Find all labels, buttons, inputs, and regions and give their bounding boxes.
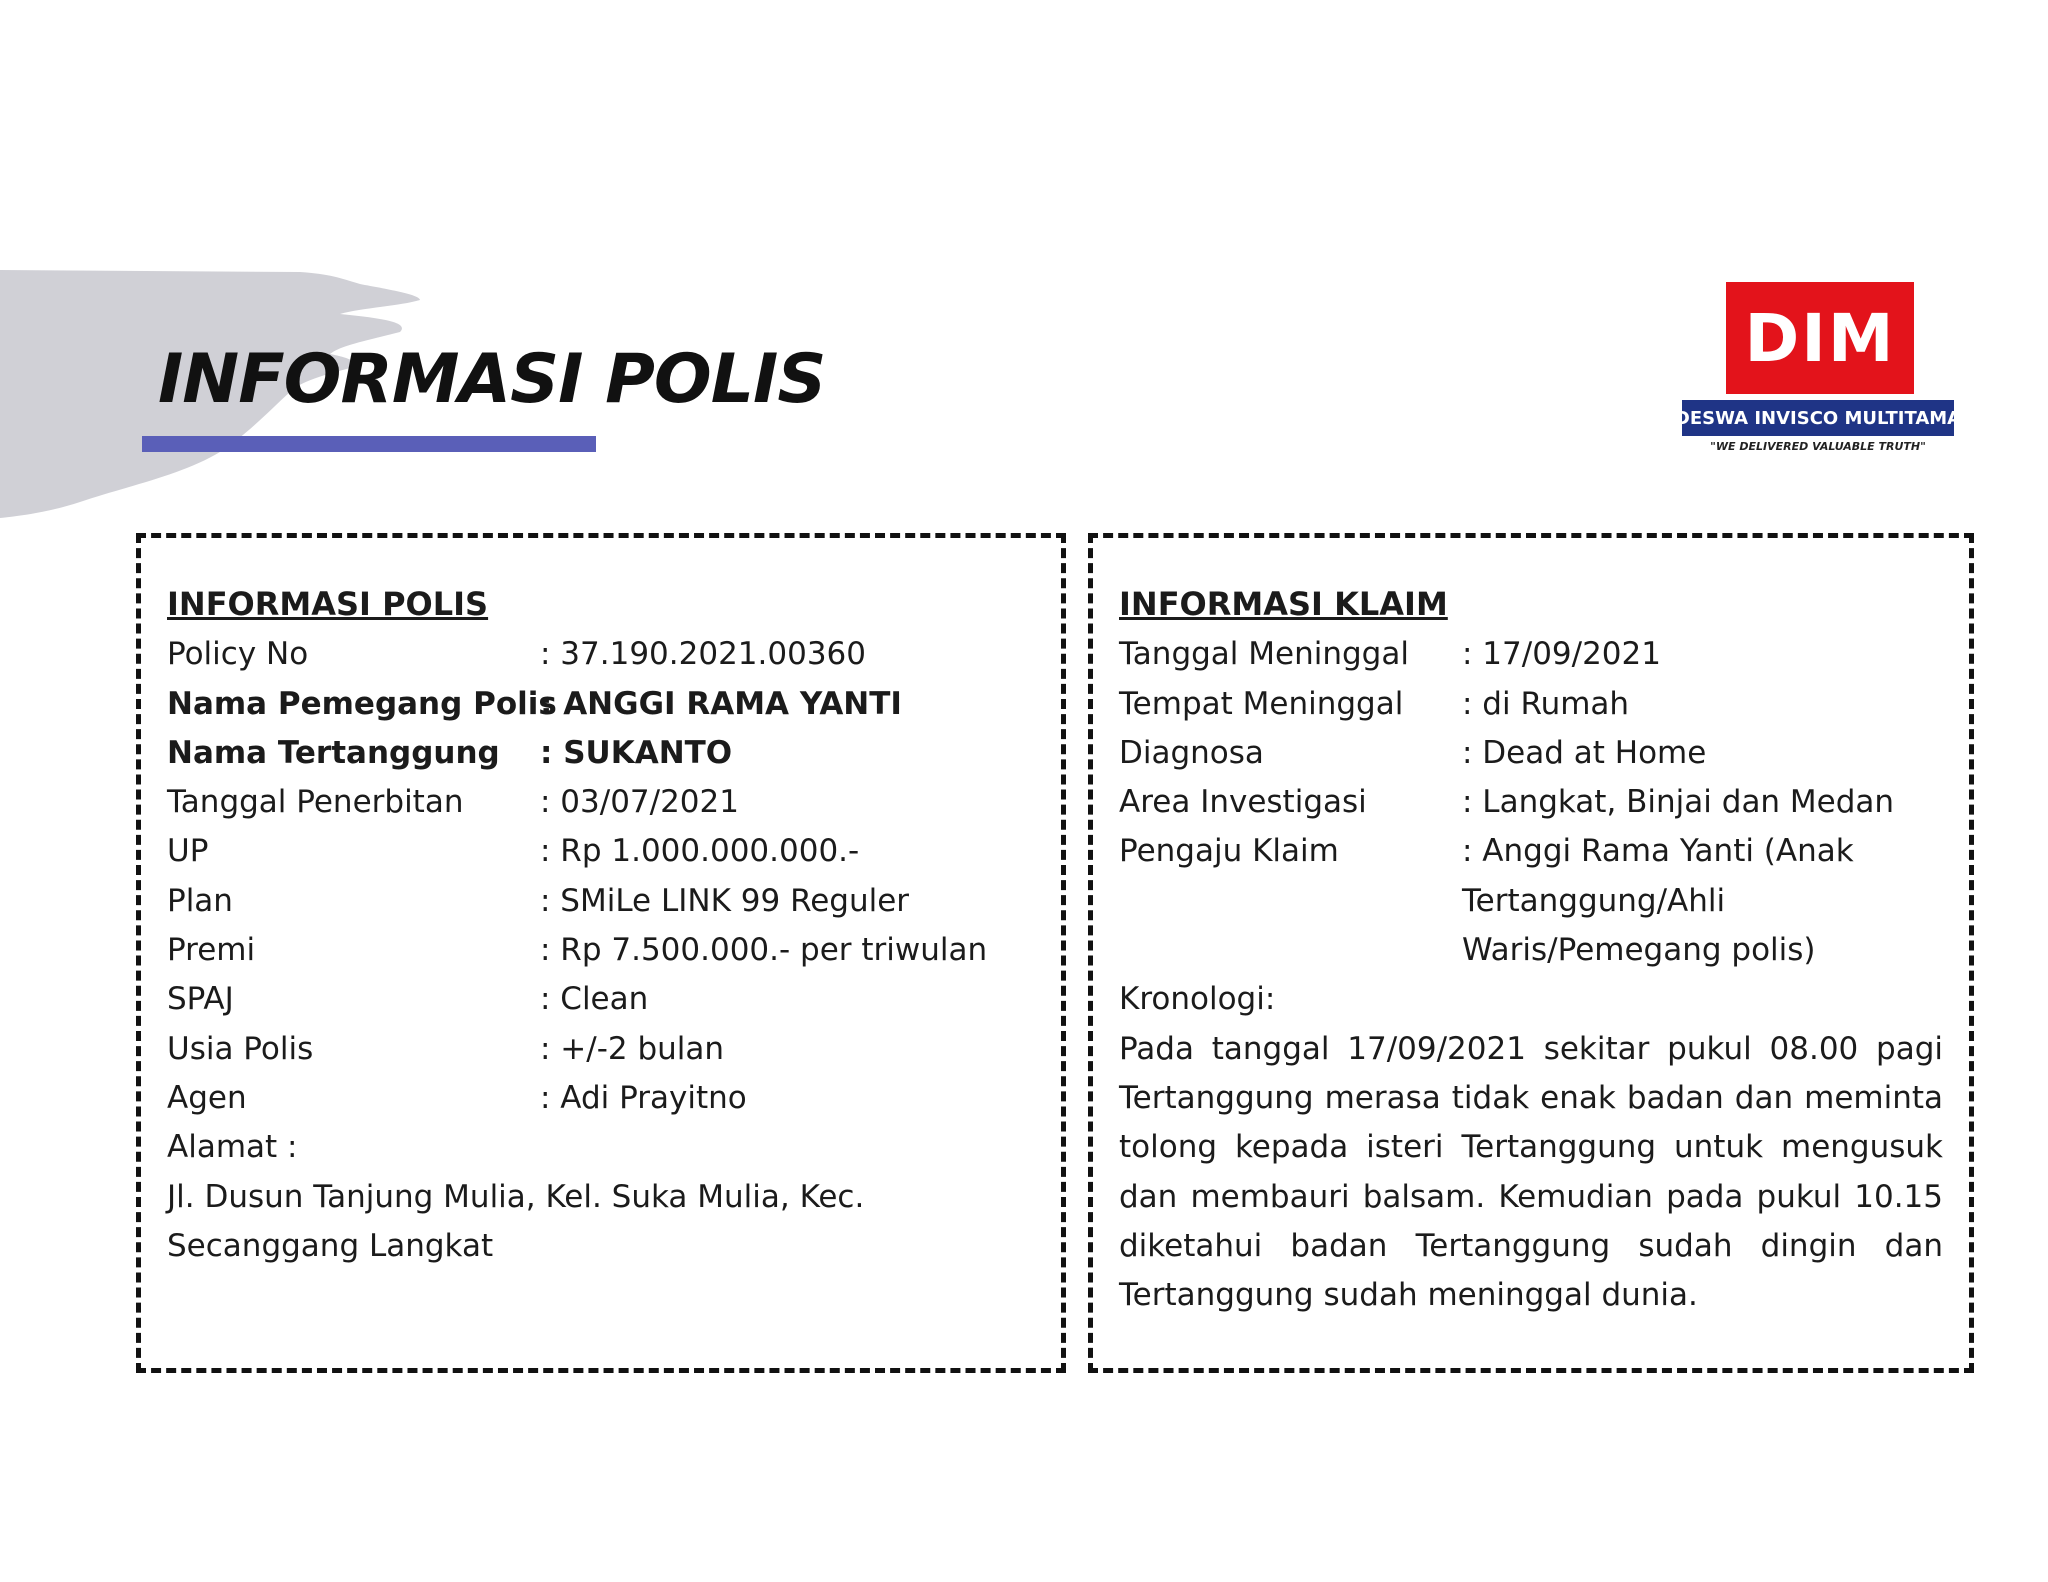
address-line-2: Secanggang Langkat (167, 1227, 494, 1264)
row-label: Nama Tertanggung (167, 734, 500, 771)
row-value: : SUKANTO (540, 734, 733, 771)
row-value: : Dead at Home (1462, 734, 1707, 771)
row-label: Plan (167, 882, 233, 919)
policy-row-premium (167, 926, 1035, 975)
row-label: Tanggal Penerbitan (167, 784, 464, 821)
row-label: Agen (167, 1079, 247, 1116)
row-label: Tempat Meninggal (1119, 685, 1404, 722)
policy-row-plan (167, 877, 1035, 926)
policy-row-policy-age (167, 1025, 1035, 1074)
policy-row-agent (167, 1074, 1035, 1123)
claim-row-death-date (1119, 630, 1943, 679)
policy-row-spaj (167, 975, 1035, 1024)
logo-tagline: "WE DELIVERED VALUABLE TRUTH" (1710, 440, 1926, 453)
chronology-text: Pada tanggal 17/09/2021 sekitar pukul 08.00 pagi Tertanggung merasa tidak enak badan dan meminta tolong kepada isteri Tertanggung untuk mengusuk dan membauri balsam. Kemudian pada pukul 10.15 diketahui badan Tertanggung sudah dingin dan Tertanggung sudah meninggal dunia. (1119, 1030, 1943, 1314)
row-value: : ANGGI RAMA YANTI (540, 685, 902, 722)
claim-row-diagnosis (1119, 729, 1943, 778)
company-logo (1674, 282, 1962, 458)
row-label: Diagnosa (1119, 734, 1264, 771)
row-value: : 17/09/2021 (1462, 636, 1661, 673)
row-label: Nama Pemegang Polis (167, 685, 557, 722)
slide-title: INFORMASI POLIS (158, 340, 826, 419)
claim-row-death-place (1119, 680, 1943, 729)
policy-info-panel (136, 533, 1066, 1373)
policy-row-policy-no (167, 630, 1035, 679)
policy-row-insured-name (167, 729, 1035, 778)
row-label: UP (167, 833, 209, 870)
row-label: Tanggal Meninggal (1119, 636, 1409, 673)
row-value: : Langkat, Binjai dan Medan (1462, 784, 1895, 821)
row-value: : 37.190.2021.00360 (540, 636, 866, 673)
policy-info-heading: INFORMASI POLIS (167, 585, 489, 623)
row-label: Usia Polis (167, 1030, 314, 1067)
row-label: Policy No (167, 636, 309, 673)
address-label: Alamat : (167, 1129, 298, 1166)
row-value: : di Rumah (1462, 685, 1630, 722)
logo-letters: DIM (1726, 282, 1914, 394)
row-label: Area Investigasi (1119, 784, 1367, 821)
claim-info-panel (1088, 533, 1974, 1373)
chronology-label: Kronologi: (1119, 981, 1276, 1018)
row-value: : Rp 7.500.000.- per triwulan (540, 932, 988, 969)
policy-row-issue-date (167, 778, 1035, 827)
row-label: Premi (167, 932, 256, 969)
row-value: : Anggi Rama Yanti (Anak Tertanggung/Ahli Waris/Pemegang polis) (1462, 833, 1854, 969)
row-label: SPAJ (167, 981, 234, 1018)
row-label: Pengaju Klaim (1119, 833, 1339, 870)
policy-row-holder-name (167, 680, 1035, 729)
policy-row-up (167, 827, 1035, 876)
claim-info-heading: INFORMASI KLAIM (1119, 585, 1448, 623)
row-value: : 03/07/2021 (540, 784, 739, 821)
row-value: : Adi Prayitno (540, 1079, 747, 1116)
claim-row-investigation-area (1119, 778, 1943, 827)
logo-company-name: DESWA INVISCO MULTITAMA (1682, 400, 1954, 436)
row-value: : SMiLe LINK 99 Reguler (540, 882, 910, 919)
row-value: : +/-2 bulan (540, 1030, 725, 1067)
row-value: : Rp 1.000.000.000.- (540, 833, 860, 870)
address-line-1: Jl. Dusun Tanjung Mulia, Kel. Suka Mulia, Kec. (167, 1178, 865, 1215)
claim-row-claimant (1119, 827, 1943, 975)
title-underline-bar (142, 436, 596, 452)
row-value: : Clean (540, 981, 649, 1018)
